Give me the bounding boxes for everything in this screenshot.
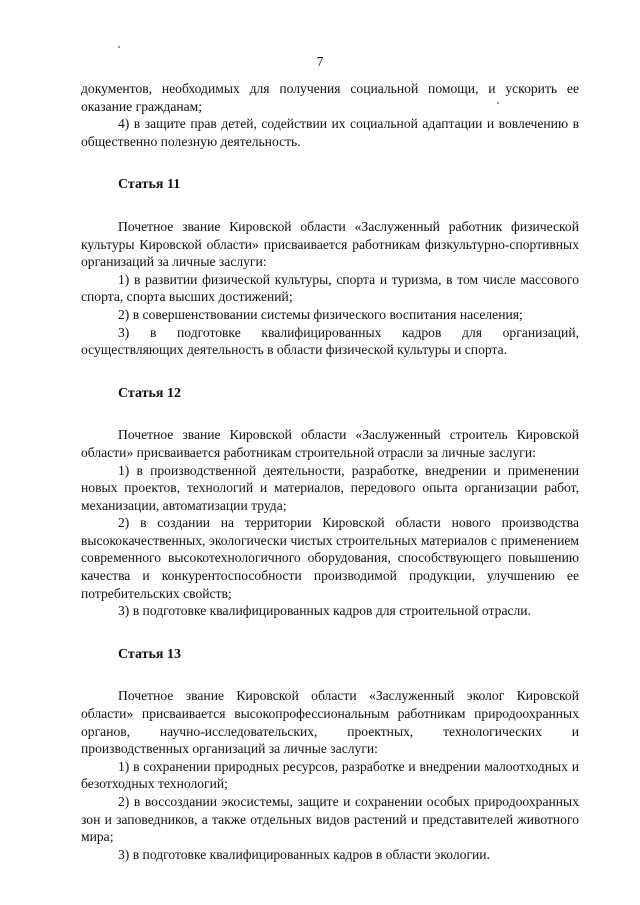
page-number: 7 <box>316 54 324 69</box>
paragraph-continuation: документов, необходимых для получения социальной помощи, и ускорить ее оказание гражданам; <box>81 81 579 114</box>
article-heading: Статья 12 <box>118 385 181 401</box>
document-body <box>81 80 579 863</box>
article-lead: Почетное звание Кировской области «Заслуженный строитель Кировской области» присваивается работникам строительной отрасли за личные заслуги: <box>81 427 579 460</box>
article-heading: Статья 13 <box>118 646 181 662</box>
list-item: 3) в подготовке квалифицированных кадров в области экологии. <box>118 846 490 862</box>
article-heading: Статья 11 <box>118 177 181 193</box>
article-11 <box>81 150 579 358</box>
article-lead: Почетное звание Кировской области «Заслуженный работник физической культуры Кировской области» присваивается работникам физкультурно-спортивных организаций за личные заслуги: <box>81 218 579 270</box>
list-item: 3) в подготовке квалифицированных кадров для организаций, осуществляющих деятельность в области физической культуры и спорта. <box>81 324 579 358</box>
list-item: 2) в совершенствовании системы физического воспитания населения; <box>118 306 523 322</box>
list-item: 3) в подготовке квалифицированных кадров для строительной отрасли. <box>118 603 531 619</box>
scan-speck <box>118 46 120 48</box>
list-item: 1) в развитии физической культуры, спорта и туризма, в том числе массового спорта, спорта высших достижений; <box>81 271 579 305</box>
list-item: 2) в создании на территории Кировской области нового производства высококачественных, экологически чистых строительных материалов с применением современного высокотехнологичного оборудования, способствующего повышению качества и конкурентоспособности производимой продукции, улучшению ее потребительских свойств; <box>81 515 579 601</box>
article-13 <box>81 620 579 864</box>
article-12 <box>81 359 579 620</box>
article-lead: Почетное звание Кировской области «Заслуженный эколог Кировской области» присваивается высокопрофессиональным работникам природоохранных органов, научно-исследовательских, проектных, технологических и производственных организаций за личные заслуги: <box>81 688 579 757</box>
list-item-4: 4) в защите прав детей, содействии их социальной адаптации и вовлечению в общественно полезную деятельность. <box>81 116 579 149</box>
list-item: 1) в сохранении природных ресурсов, разработке и внедрении малоотходных и безотходных технологий; <box>81 758 579 792</box>
list-item: 1) в производственной деятельности, разработке, внедрении и применении новых проектов, технологий и материалов, передового опыта организации работ, механизации, автоматизации труда; <box>81 462 579 513</box>
list-item: 2) в воссоздании экосистемы, защите и сохранении особых природоохранных зон и заповедников, а также отдельных видов растений и представителей животного мира; <box>81 794 579 845</box>
